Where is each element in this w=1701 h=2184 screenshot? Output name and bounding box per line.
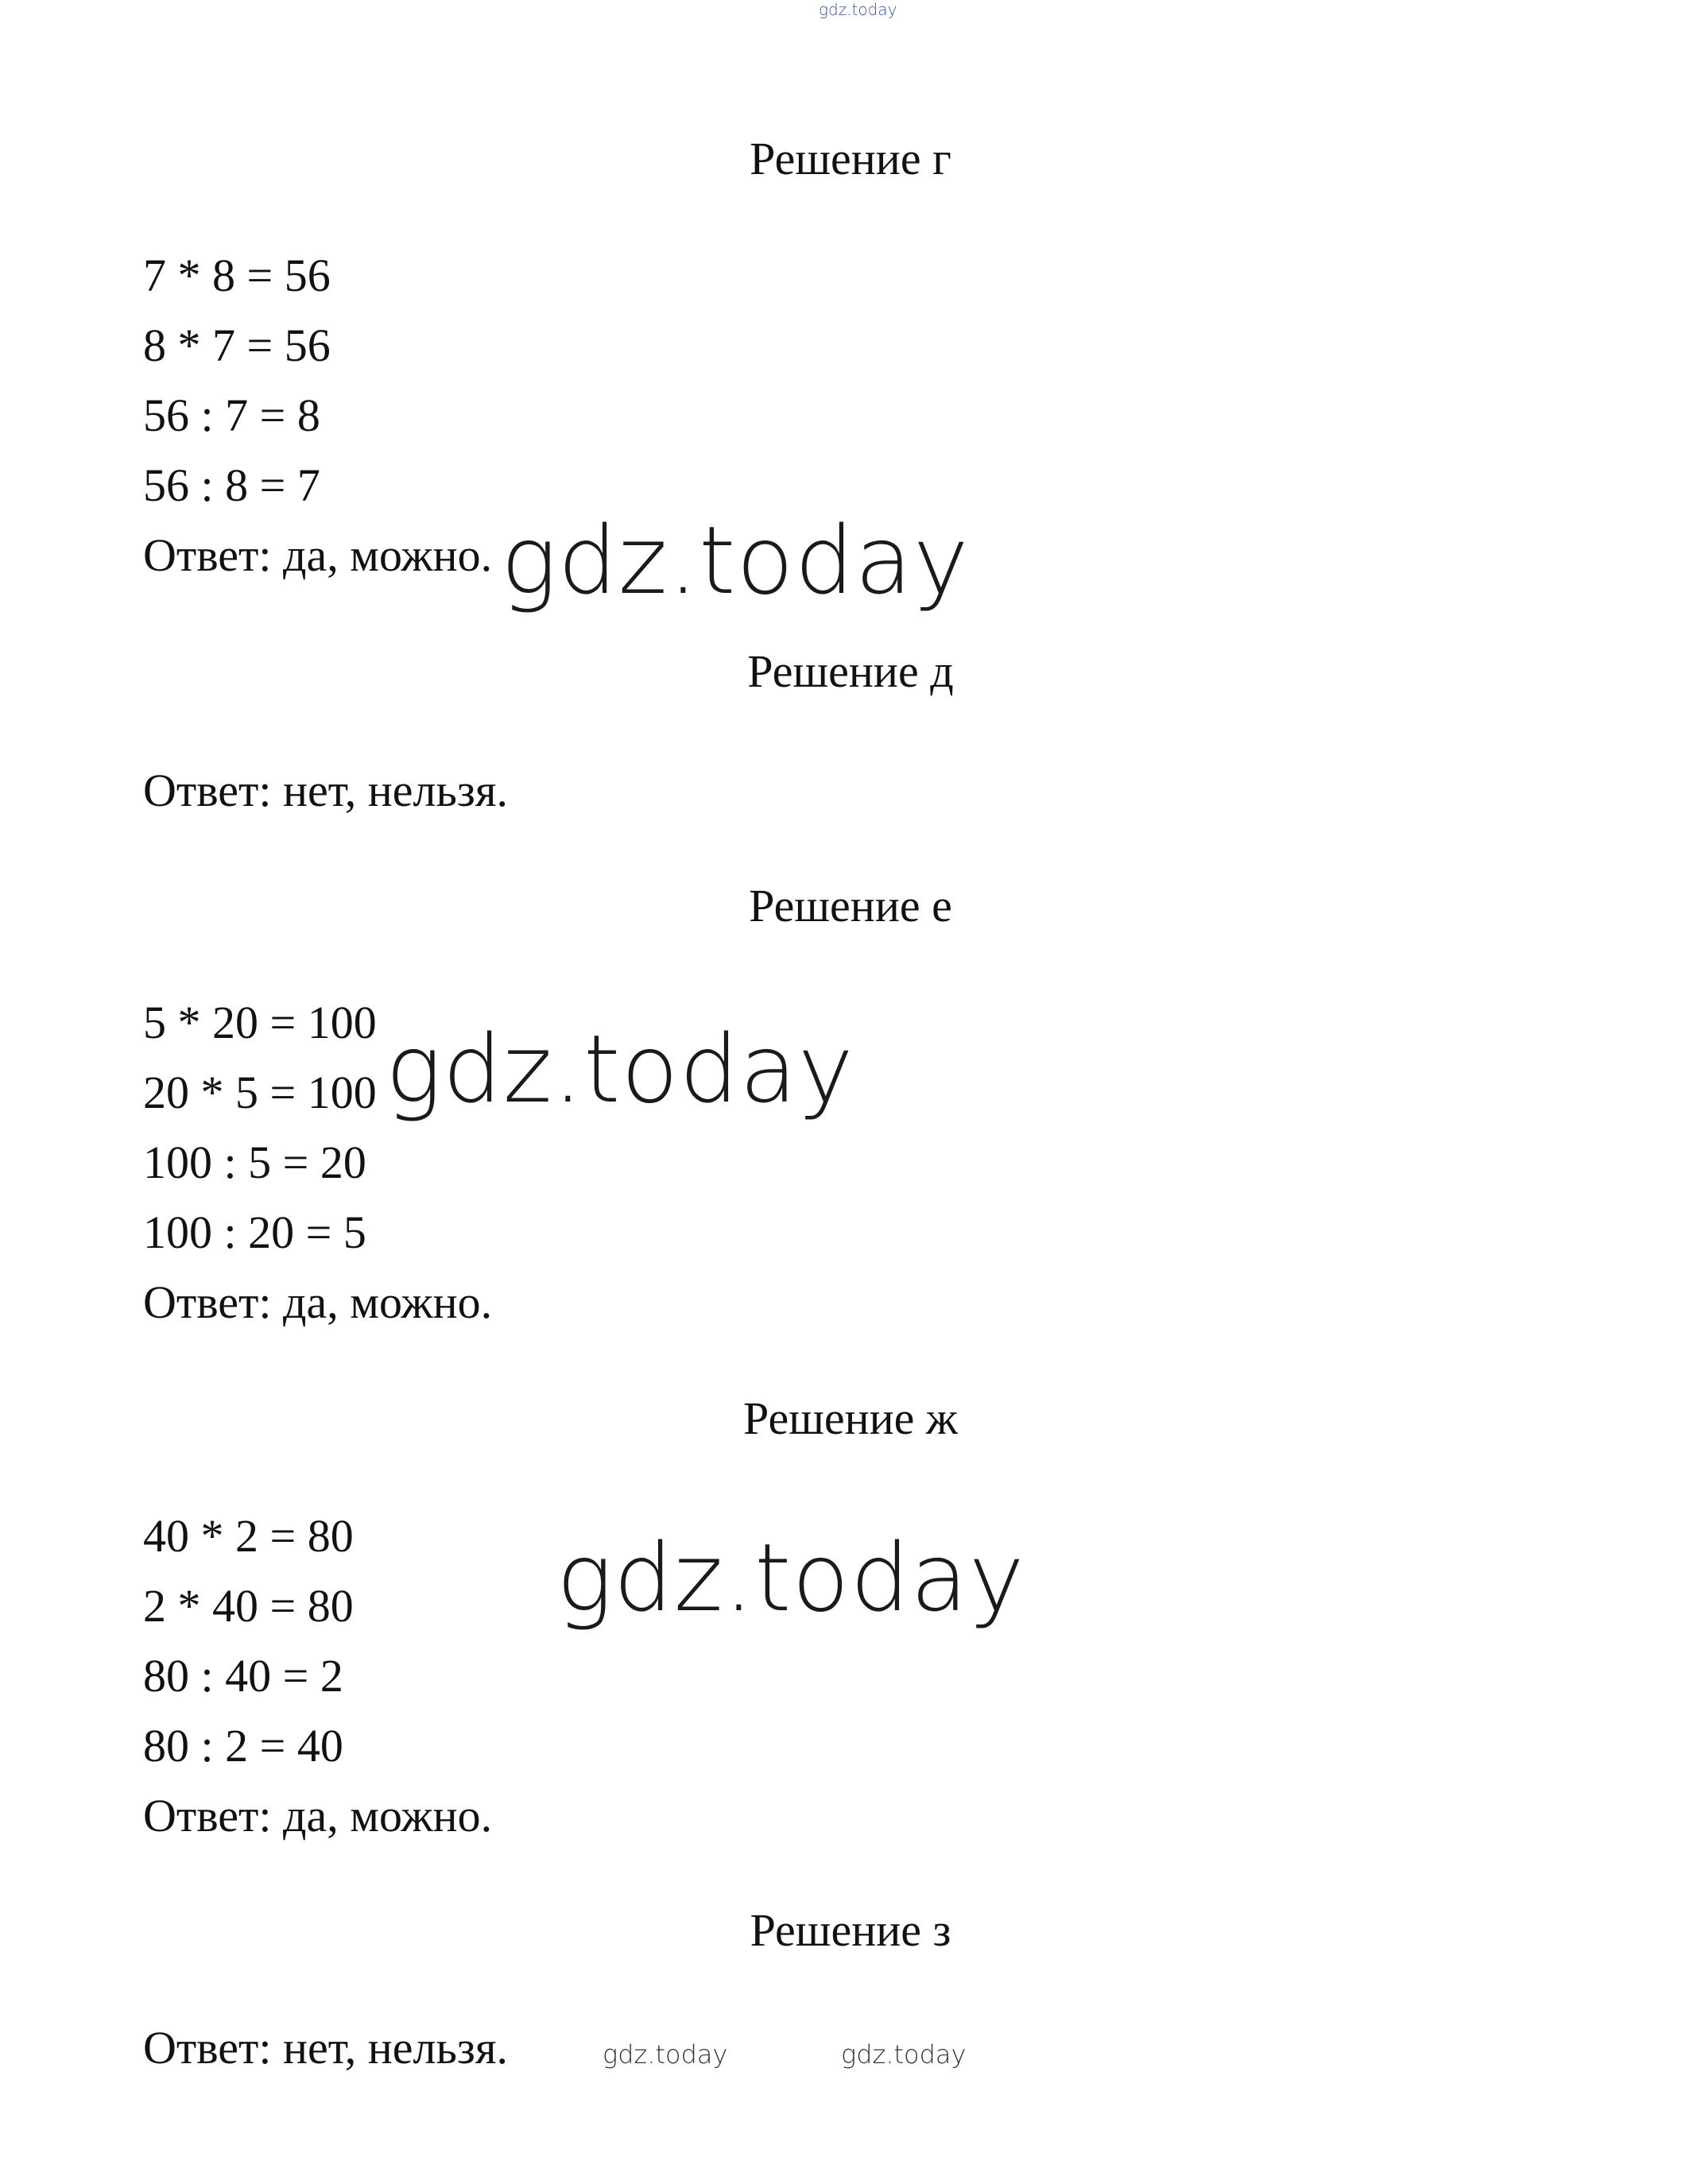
- equation-line: 100 : 5 = 20: [143, 1137, 366, 1188]
- equation-line: 100 : 20 = 5: [143, 1206, 366, 1258]
- watermark-small: gdz.today: [603, 2039, 728, 2070]
- section-heading-z: Решение з: [750, 1904, 951, 1956]
- section-heading-zh: Решение ж: [742, 1392, 959, 1444]
- watermark-top: gdz.today: [819, 0, 897, 19]
- equation-line: 80 : 40 = 2: [143, 1650, 343, 1702]
- answer-line: Ответ: нет, нельзя.: [143, 765, 509, 816]
- equation-line: 2 * 40 = 80: [143, 1580, 354, 1632]
- equation-line: 8 * 7 = 56: [143, 319, 331, 371]
- answer-line: Ответ: да, можно.: [143, 1790, 493, 1841]
- section-heading-e: Решение е: [749, 880, 952, 931]
- section-heading-g: Решение г: [750, 133, 951, 184]
- equation-line: 56 : 8 = 7: [143, 459, 320, 511]
- watermark: gdz.today: [556, 1523, 1025, 1632]
- answer-line: Ответ: нет, нельзя.: [143, 2022, 509, 2074]
- equation-line: 56 : 7 = 8: [143, 389, 320, 441]
- answer-line: Ответ: да, можно.: [143, 529, 493, 581]
- equation-line: 20 * 5 = 100: [143, 1067, 377, 1118]
- equation-line: 7 * 8 = 56: [143, 250, 331, 301]
- section-heading-d: Решение д: [747, 645, 954, 697]
- watermark: gdz.today: [501, 505, 970, 615]
- equation-line: 5 * 20 = 100: [143, 997, 377, 1048]
- watermark: gdz.today: [386, 1014, 854, 1124]
- equation-line: 80 : 2 = 40: [143, 1720, 343, 1772]
- equation-line: 40 * 2 = 80: [143, 1510, 354, 1562]
- answer-line: Ответ: да, можно.: [143, 1276, 493, 1328]
- watermark-small: gdz.today: [841, 2039, 967, 2070]
